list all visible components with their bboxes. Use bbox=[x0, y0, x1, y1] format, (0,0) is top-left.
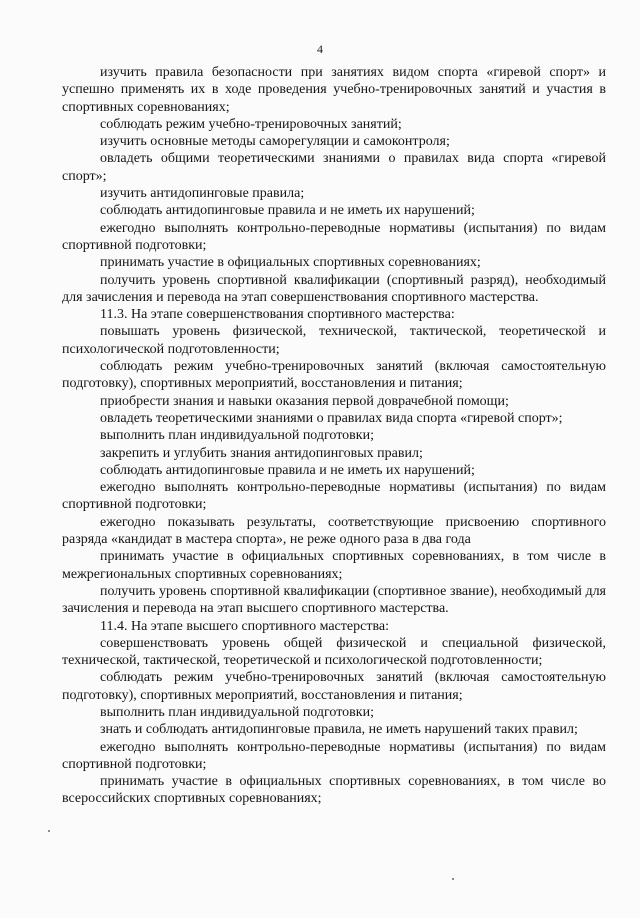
paragraph: соблюдать режим учебно-тренировочных занятий; bbox=[100, 116, 402, 132]
paragraph: повышать уровень физической, технической, тактической, теоретической и психологической подготовленности; bbox=[62, 324, 606, 357]
paragraph: принимать участие в официальных спортивных соревнованиях, в том числе во всероссийских спортивных соревнованиях; bbox=[62, 774, 606, 807]
paragraph: соблюдать антидопинговые правила и не иметь их нарушений; bbox=[100, 462, 475, 478]
paragraph: изучить антидопинговые правила; bbox=[100, 186, 305, 202]
paragraph: ежегодно выполнять контрольно-переводные нормативы (испытания) по видам спортивной подготовки; bbox=[62, 220, 606, 253]
paragraph: получить уровень спортивной квалификации (спортивное звание), необходимый для зачисления и перевода на этап высшего спортивного мастерства. bbox=[62, 583, 606, 617]
document-body bbox=[62, 64, 606, 808]
paragraph: соблюдать антидопинговые правила и не иметь их нарушений; bbox=[100, 203, 475, 219]
scan-speck bbox=[48, 830, 50, 832]
page-number: 4 bbox=[317, 42, 323, 56]
paragraph: соблюдать режим учебно-тренировочных занятий (включая самостоятельную подготовку), спортивных мероприятий, восстановления и питания; bbox=[62, 670, 606, 703]
paragraph: овладеть общими теоретическими знаниями о правилах вида спорта «гиревой спорт»; bbox=[62, 151, 606, 184]
paragraph: закрепить и углубить знания антидопинговых правил; bbox=[100, 445, 423, 461]
paragraph: овладеть теоретическими знаниями о правилах вида спорта «гиревой спорт»; bbox=[100, 410, 563, 426]
paragraph: выполнить план индивидуальной подготовки; bbox=[100, 704, 374, 720]
paragraph: знать и соблюдать антидопинговые правила, не иметь нарушений таких правил; bbox=[100, 722, 578, 738]
paragraph: ежегодно выполнять контрольно-переводные нормативы (испытания) по видам спортивной подготовки; bbox=[62, 739, 606, 772]
paragraph: ежегодно выполнять контрольно-переводные нормативы (испытания) по видам спортивной подготовки; bbox=[62, 480, 606, 513]
scan-speck bbox=[452, 878, 454, 880]
paragraph: соблюдать режим учебно-тренировочных занятий (включая самостоятельную подготовку), спортивных мероприятий, восстановления и питания; bbox=[62, 359, 606, 392]
section-heading-11-3: 11.3. На этапе совершенствования спортивного мастерства: bbox=[100, 307, 455, 323]
paragraph: ежегодно показывать результаты, соответствующие присвоению спортивного разряда «кандидат в мастера спорта», не реже одного раза в два года bbox=[62, 514, 606, 548]
paragraph: принимать участие в официальных спортивных соревнованиях; bbox=[100, 255, 481, 271]
paragraph: приобрести знания и навыки оказания первой доврачебной помощи; bbox=[100, 393, 509, 409]
paragraph: совершенствовать уровень общей физической и специальной физической, технической, тактической, теоретической и психологической подготовленности; bbox=[62, 635, 606, 669]
paragraph: получить уровень спортивной квалификации (спортивный разряд), необходимый для зачисления и перевода на этап совершенствования спортивного мастерства. bbox=[62, 272, 606, 305]
paragraph: изучить правила безопасности при занятиях видом спорта «гиревой спорт» и успешно применять их в ходе проведения учебно-тренировочных занятий и участия в спортивных соревнованиях; bbox=[62, 65, 606, 115]
paragraph: выполнить план индивидуальной подготовки; bbox=[100, 428, 374, 444]
paragraph: изучить основные методы саморегуляции и самоконтроля; bbox=[100, 134, 450, 150]
section-heading-11-4: 11.4. На этапе высшего спортивного мастерства: bbox=[100, 618, 389, 634]
paragraph: принимать участие в официальных спортивных соревнованиях, в том числе в межрегиональных спортивных соревнованиях; bbox=[62, 549, 606, 582]
